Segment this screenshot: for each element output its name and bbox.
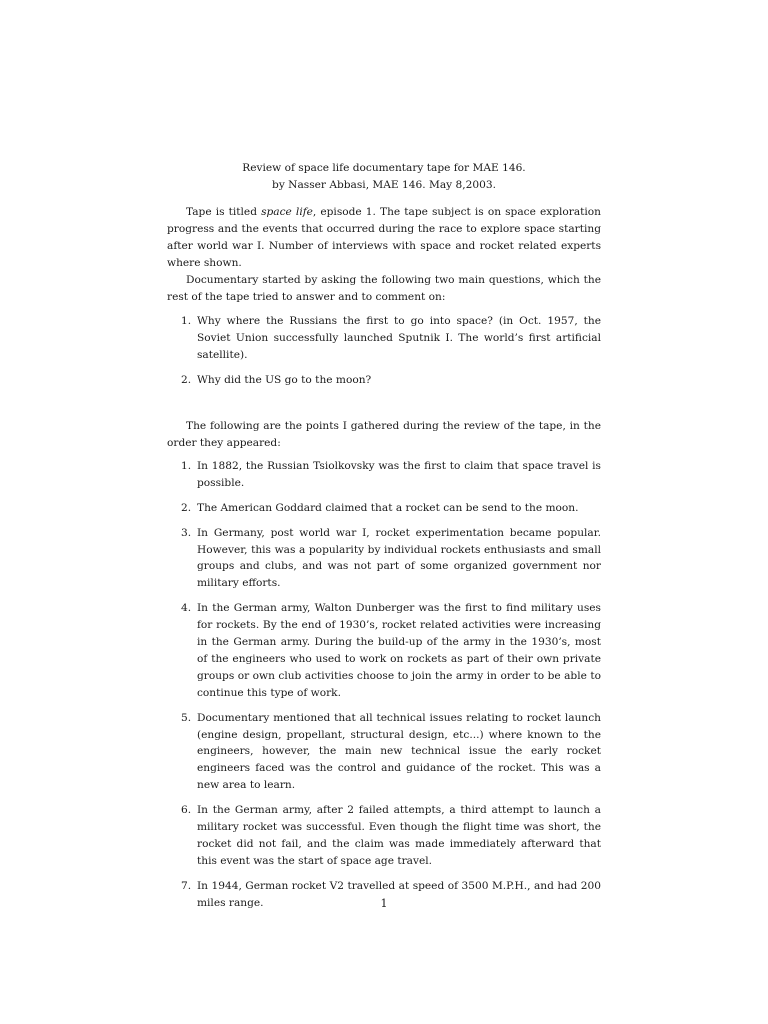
page-number: 1 bbox=[380, 897, 388, 910]
list-number: 1. bbox=[181, 459, 192, 472]
points-intro-paragraph: The following are the points I gathered during the review of the tape, in the order they appeared: bbox=[167, 420, 601, 449]
list-number: 3. bbox=[181, 526, 192, 539]
list-item bbox=[167, 600, 601, 701]
title-block bbox=[167, 160, 601, 193]
list-number: 1. bbox=[181, 315, 192, 328]
list-number: 6. bbox=[181, 804, 192, 817]
questions-list bbox=[167, 313, 601, 389]
list-number: 4. bbox=[181, 602, 192, 615]
list-text: In 1944, German rocket V2 travelled at speed of 3500 M.P.H., and had 200 miles range. bbox=[197, 879, 601, 909]
document-page bbox=[167, 160, 601, 920]
list-item bbox=[167, 710, 601, 795]
list-text: In the German army, after 2 failed attempts, a third attempt to launch a military rocket was successful. Even though the flight time was short, the rocket did not fail, and the claim was made immediately afterward that this event was the start of space age travel. bbox=[197, 804, 601, 867]
list-text: In Germany, post world war I, rocket experimentation became popular. However, this was a popularity by individual rockets enthusiasts and small groups and clubs, and was not part of some organized government nor military efforts. bbox=[197, 526, 601, 590]
list-item bbox=[167, 500, 601, 517]
list-text: Documentary mentioned that all technical issues relating to rocket launch (engine design, propellant, structural design, etc...) where known to the engineers, however, the main new technical issue the early rocket engineers faced was the control and guidance of the rocket. This was a new area to learn. bbox=[197, 711, 601, 792]
list-text: Why did the US go to the moon? bbox=[197, 374, 372, 387]
intro-paragraph-1 bbox=[167, 204, 601, 272]
list-number: 2. bbox=[181, 501, 192, 514]
list-number: 2. bbox=[181, 374, 192, 387]
list-text: In 1882, the Russian Tsiolkovsky was the first to claim that space travel is possible. bbox=[197, 459, 601, 489]
intro-p1-prefix: Tape is titled bbox=[186, 206, 262, 218]
list-number: 7. bbox=[181, 879, 192, 892]
list-item bbox=[167, 458, 601, 492]
section-gap bbox=[167, 397, 601, 418]
list-number: 5. bbox=[181, 711, 192, 724]
document-title: Review of space life documentary tape for MAE 146. bbox=[242, 162, 526, 174]
document-byline: by Nasser Abbasi, MAE 146. May 8,2003. bbox=[272, 178, 496, 191]
list-item bbox=[167, 525, 601, 593]
list-item bbox=[167, 372, 601, 389]
list-item bbox=[167, 313, 601, 364]
list-text: Why where the Russians the first to go into space? (in Oct. 1957, the Soviet Union successfully launched Sputnik I. The world’s first artificial satellite). bbox=[197, 315, 601, 362]
list-item bbox=[167, 802, 601, 870]
list-text: The American Goddard claimed that a rocket can be send to the moon. bbox=[197, 501, 579, 514]
points-list bbox=[167, 458, 601, 912]
intro-p1-suffix: , episode 1. The tape subject is on space exploration progress and the events that occurred during the race to explore space starting after world war I. Number of interviews with space and rocket related experts where shown. bbox=[167, 206, 601, 269]
intro-paragraph-2: Documentary started by asking the following two main questions, which the rest of the tape tried to answer and to comment on: bbox=[167, 273, 601, 303]
intro-p1-title: space life bbox=[261, 206, 313, 218]
list-text: In the German army, Walton Dunberger was the first to find military uses for rockets. By the end of 1930’s, rocket related activities were increasing in the German army. During the build-up of the army in the 1930’s, most of the engineers who used to work on rockets as part of their own private groups or own club activities choose to join the army in order to be able to continue this type of work. bbox=[197, 602, 601, 699]
